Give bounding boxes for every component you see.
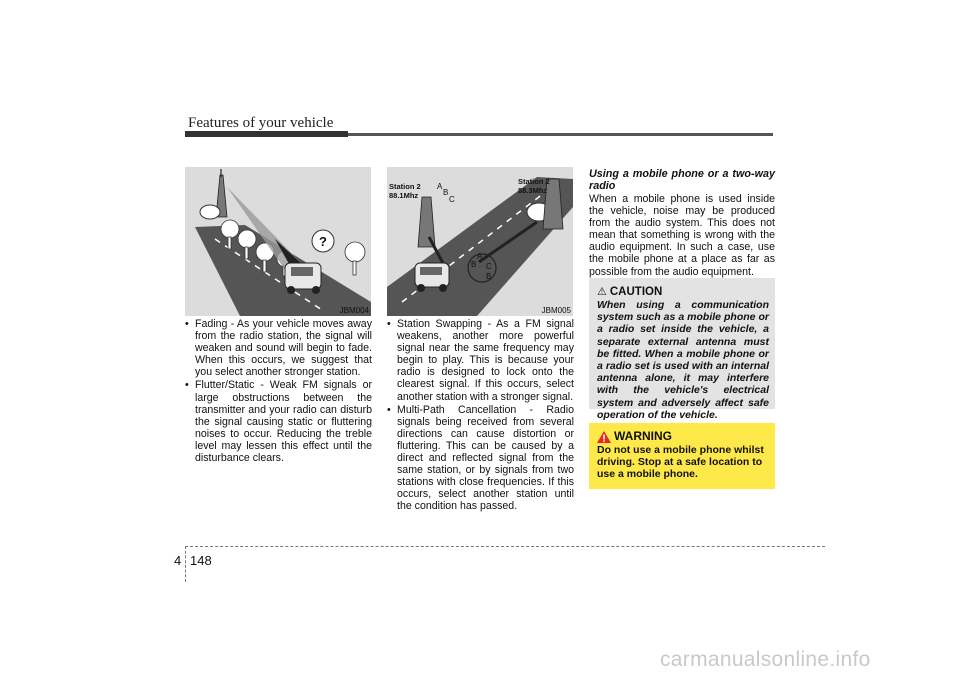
warning-title: WARNING [614, 429, 672, 443]
caution-text: When using a communication system such as a mobile phone or a radio set inside the vehicle, a separate external antenna must be fitted. When a mobile phone or a radio set is used with an internal antenna alone, it may interfere with the vehicle's electrical system and adversely affect safe operation of the vehicle. [597, 299, 769, 421]
column-2 [387, 318, 574, 514]
signal-letter: A [437, 182, 443, 191]
header-rule-accent [185, 131, 348, 137]
signal-letter: C [486, 262, 492, 271]
footer-divider [185, 546, 186, 582]
bullet-list [387, 318, 574, 513]
section-body: When a mobile phone is used inside the vehicle, noise may be produced from the audio system. This does not mean that something is wrong with the audio equipment. In such a case, use the mobile phone at a place as far as possible from the audio equipment. [589, 193, 775, 278]
signal-letter: B [486, 272, 492, 281]
right-station-label: Station 2 [518, 177, 550, 186]
fading-illustration [185, 167, 371, 316]
figure-code: JBM004 [339, 306, 369, 315]
caution-heading [597, 285, 662, 298]
warning-triangle-icon: ⚠ [597, 286, 607, 298]
page-number: 148 [190, 553, 212, 568]
warning-text: Do not use a mobile phone whilst driving. Stop at a safe location to use a mobile phone. [597, 444, 764, 481]
question-mark: ? [319, 234, 327, 249]
signal-letter: A [477, 252, 483, 261]
car-icon [285, 263, 321, 294]
caution-box [589, 278, 775, 421]
warning-box [589, 423, 775, 489]
bullet-fading: • Fading - As your vehicle moves away from the radio station, the signal will weaken and sound will begin to fade. When this occurs, we suggest that you select another stronger station. [185, 318, 372, 378]
figure-code: JBM005 [541, 306, 571, 315]
left-station-label: Station 2 [389, 182, 421, 191]
chapter-number: 4 [174, 553, 182, 568]
bullet-flutter-static: • Flutter/Static - Weak FM signals or large obstructions between the transmitter and your radio can disturb the signal causing static or fluttering noises to occur. Reducing the treble level may lessen this effect until the disturbance clears. [185, 379, 372, 464]
column-3 [589, 168, 775, 278]
figure-station-swapping [387, 167, 573, 316]
figure-fading [185, 167, 371, 316]
bullet-multipath: • Multi-Path Cancellation - Radio signals being received from several directions can cause distortion or fluttering. This can be caused by a direct and reflected signal from the same station, or by signals from two stations with close frequencies. If this occurs, select another station until the condition has passed. [387, 404, 574, 513]
station-swapping-illustration [387, 167, 573, 316]
footer-rule [185, 546, 825, 547]
watermark: carmanualsonline.info [660, 648, 871, 671]
section-heading: Using a mobile phone or a two-way radio [589, 168, 775, 192]
signal-letter: B [471, 260, 477, 269]
column-1 [185, 318, 372, 465]
section-title: Features of your vehicle [188, 115, 334, 131]
signal-letter: C [449, 195, 455, 204]
right-frequency-label: 88.3Mhz [518, 186, 548, 195]
left-frequency-label: 88.1Mhz [389, 191, 419, 200]
warning-triangle-icon [597, 431, 611, 443]
bullet-list [185, 318, 372, 464]
bullet-station-swapping: • Station Swapping - As a FM signal weakens, another more powerful signal near the same frequency may begin to play. This is because your radio is designed to lock onto the clearest signal. If this occurs, select another station with a stronger signal. [387, 318, 574, 403]
signal-letter: B [443, 188, 449, 197]
caution-title: CAUTION [609, 286, 663, 298]
warning-heading [597, 429, 672, 443]
